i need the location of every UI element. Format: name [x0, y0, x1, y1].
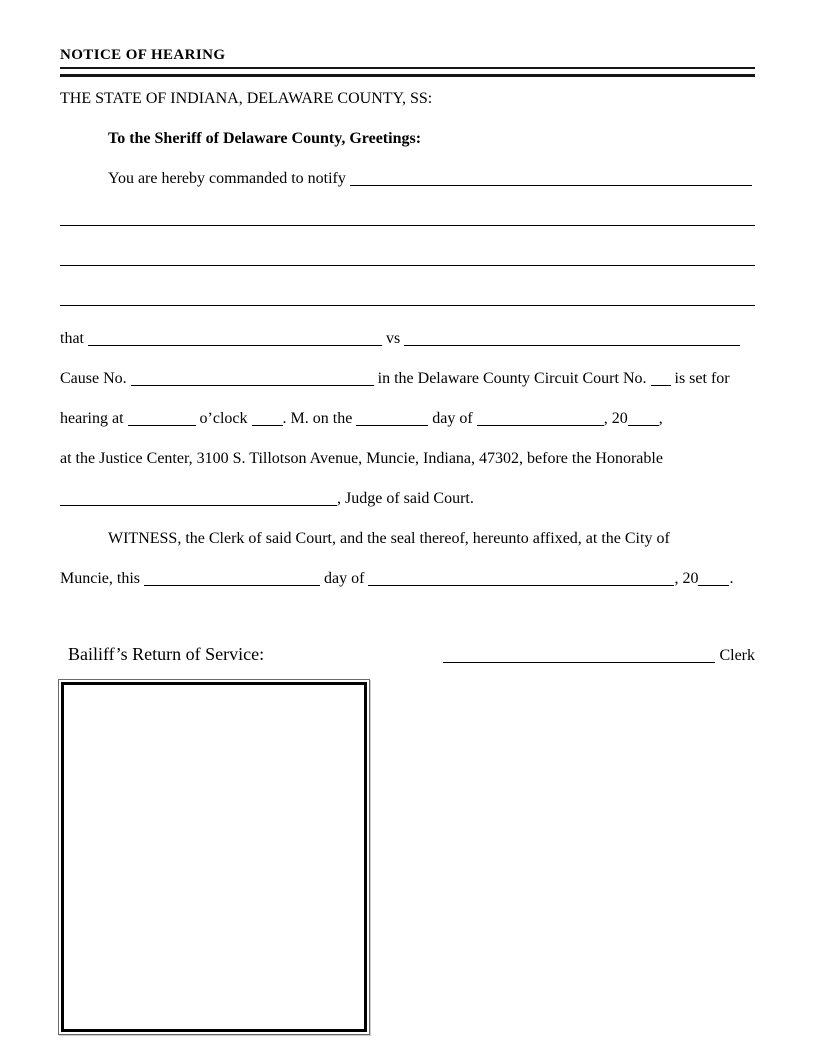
bailiff-return-box[interactable]: [58, 679, 370, 1035]
witness-month-blank[interactable]: [368, 571, 674, 586]
meridiem-on-the-text: . M. on the: [282, 410, 353, 427]
year-prefix-text: , 20: [603, 410, 628, 427]
circuit-court-number-blank[interactable]: [651, 371, 671, 386]
cause-suffix-text: is set for: [674, 370, 730, 387]
hearing-year-blank[interactable]: [628, 411, 659, 426]
bailiff-return-box-inner[interactable]: [61, 682, 367, 1032]
clerk-label: Clerk: [719, 647, 755, 664]
judge-name-blank[interactable]: [60, 491, 337, 506]
vs-label: vs: [386, 330, 401, 347]
muncie-day-of-label: day of: [324, 570, 365, 587]
notify-continuation-line-3: [60, 279, 755, 319]
muncie-this-label: Muncie, this: [60, 570, 140, 587]
state-county-line: THE STATE OF INDIANA, DELAWARE COUNTY, SS:: [60, 90, 433, 107]
oclock-label: o’clock: [199, 410, 248, 427]
cause-number-line: [60, 359, 755, 399]
witness-year-blank[interactable]: [698, 571, 729, 586]
notify-line: [60, 159, 755, 199]
notify-continuation-line-1: [60, 199, 755, 239]
hearing-time-blank[interactable]: [128, 411, 196, 426]
that-label: that: [60, 330, 84, 347]
hearing-time-line: [60, 399, 755, 439]
bailiff-clerk-row: [60, 641, 755, 669]
notify-continuation-blank-2[interactable]: [60, 251, 755, 266]
hearing-month-blank[interactable]: [477, 411, 604, 426]
hearing-trailing-comma: ,: [658, 410, 663, 427]
muncie-year-prefix-text: , 20: [674, 570, 699, 587]
day-of-label: day of: [432, 410, 473, 427]
witness-day-blank[interactable]: [144, 571, 320, 586]
clerk-signature-blank[interactable]: [443, 648, 715, 663]
page-title: NOTICE OF HEARING: [60, 47, 226, 63]
title-double-rule: [60, 67, 755, 77]
cause-number-blank[interactable]: [131, 371, 374, 386]
notify-continuation-line-2: [60, 239, 755, 279]
notify-continuation-blank-3[interactable]: [60, 291, 755, 306]
hearing-day-blank[interactable]: [356, 411, 428, 426]
notify-name-blank[interactable]: [350, 171, 752, 186]
witness-date-line: [60, 559, 755, 599]
notify-line-text: You are hereby commanded to notify: [108, 170, 346, 187]
document-header: [60, 46, 755, 77]
location-line: at the Justice Center, 3100 S. Tillotson Avenue, Muncie, Indiana, 47302, before the Honorable: [60, 450, 663, 467]
hearing-at-label: hearing at: [60, 410, 124, 427]
notify-continuation-blank-1[interactable]: [60, 211, 755, 226]
judge-suffix-text: , Judge of said Court.: [337, 490, 474, 507]
bailiff-return-label: Bailiff’s Return of Service:: [68, 644, 265, 664]
judge-line: [60, 479, 755, 519]
sheriff-greeting-line: To the Sheriff of Delaware County, Greetings:: [108, 130, 422, 147]
clerk-signature-group: [443, 643, 755, 669]
muncie-period-text: .: [729, 570, 734, 587]
parties-line: [60, 319, 755, 359]
respondent-name-blank[interactable]: [404, 331, 740, 346]
witness-line: WITNESS, the Clerk of said Court, and the seal thereof, hereunto affixed, at the City of: [108, 530, 670, 547]
meridiem-blank[interactable]: [252, 411, 283, 426]
petitioner-name-blank[interactable]: [88, 331, 382, 346]
cause-no-label: Cause No.: [60, 370, 127, 387]
notice-body: [60, 79, 755, 599]
cause-court-text: in the Delaware County Circuit Court No.: [377, 370, 647, 387]
